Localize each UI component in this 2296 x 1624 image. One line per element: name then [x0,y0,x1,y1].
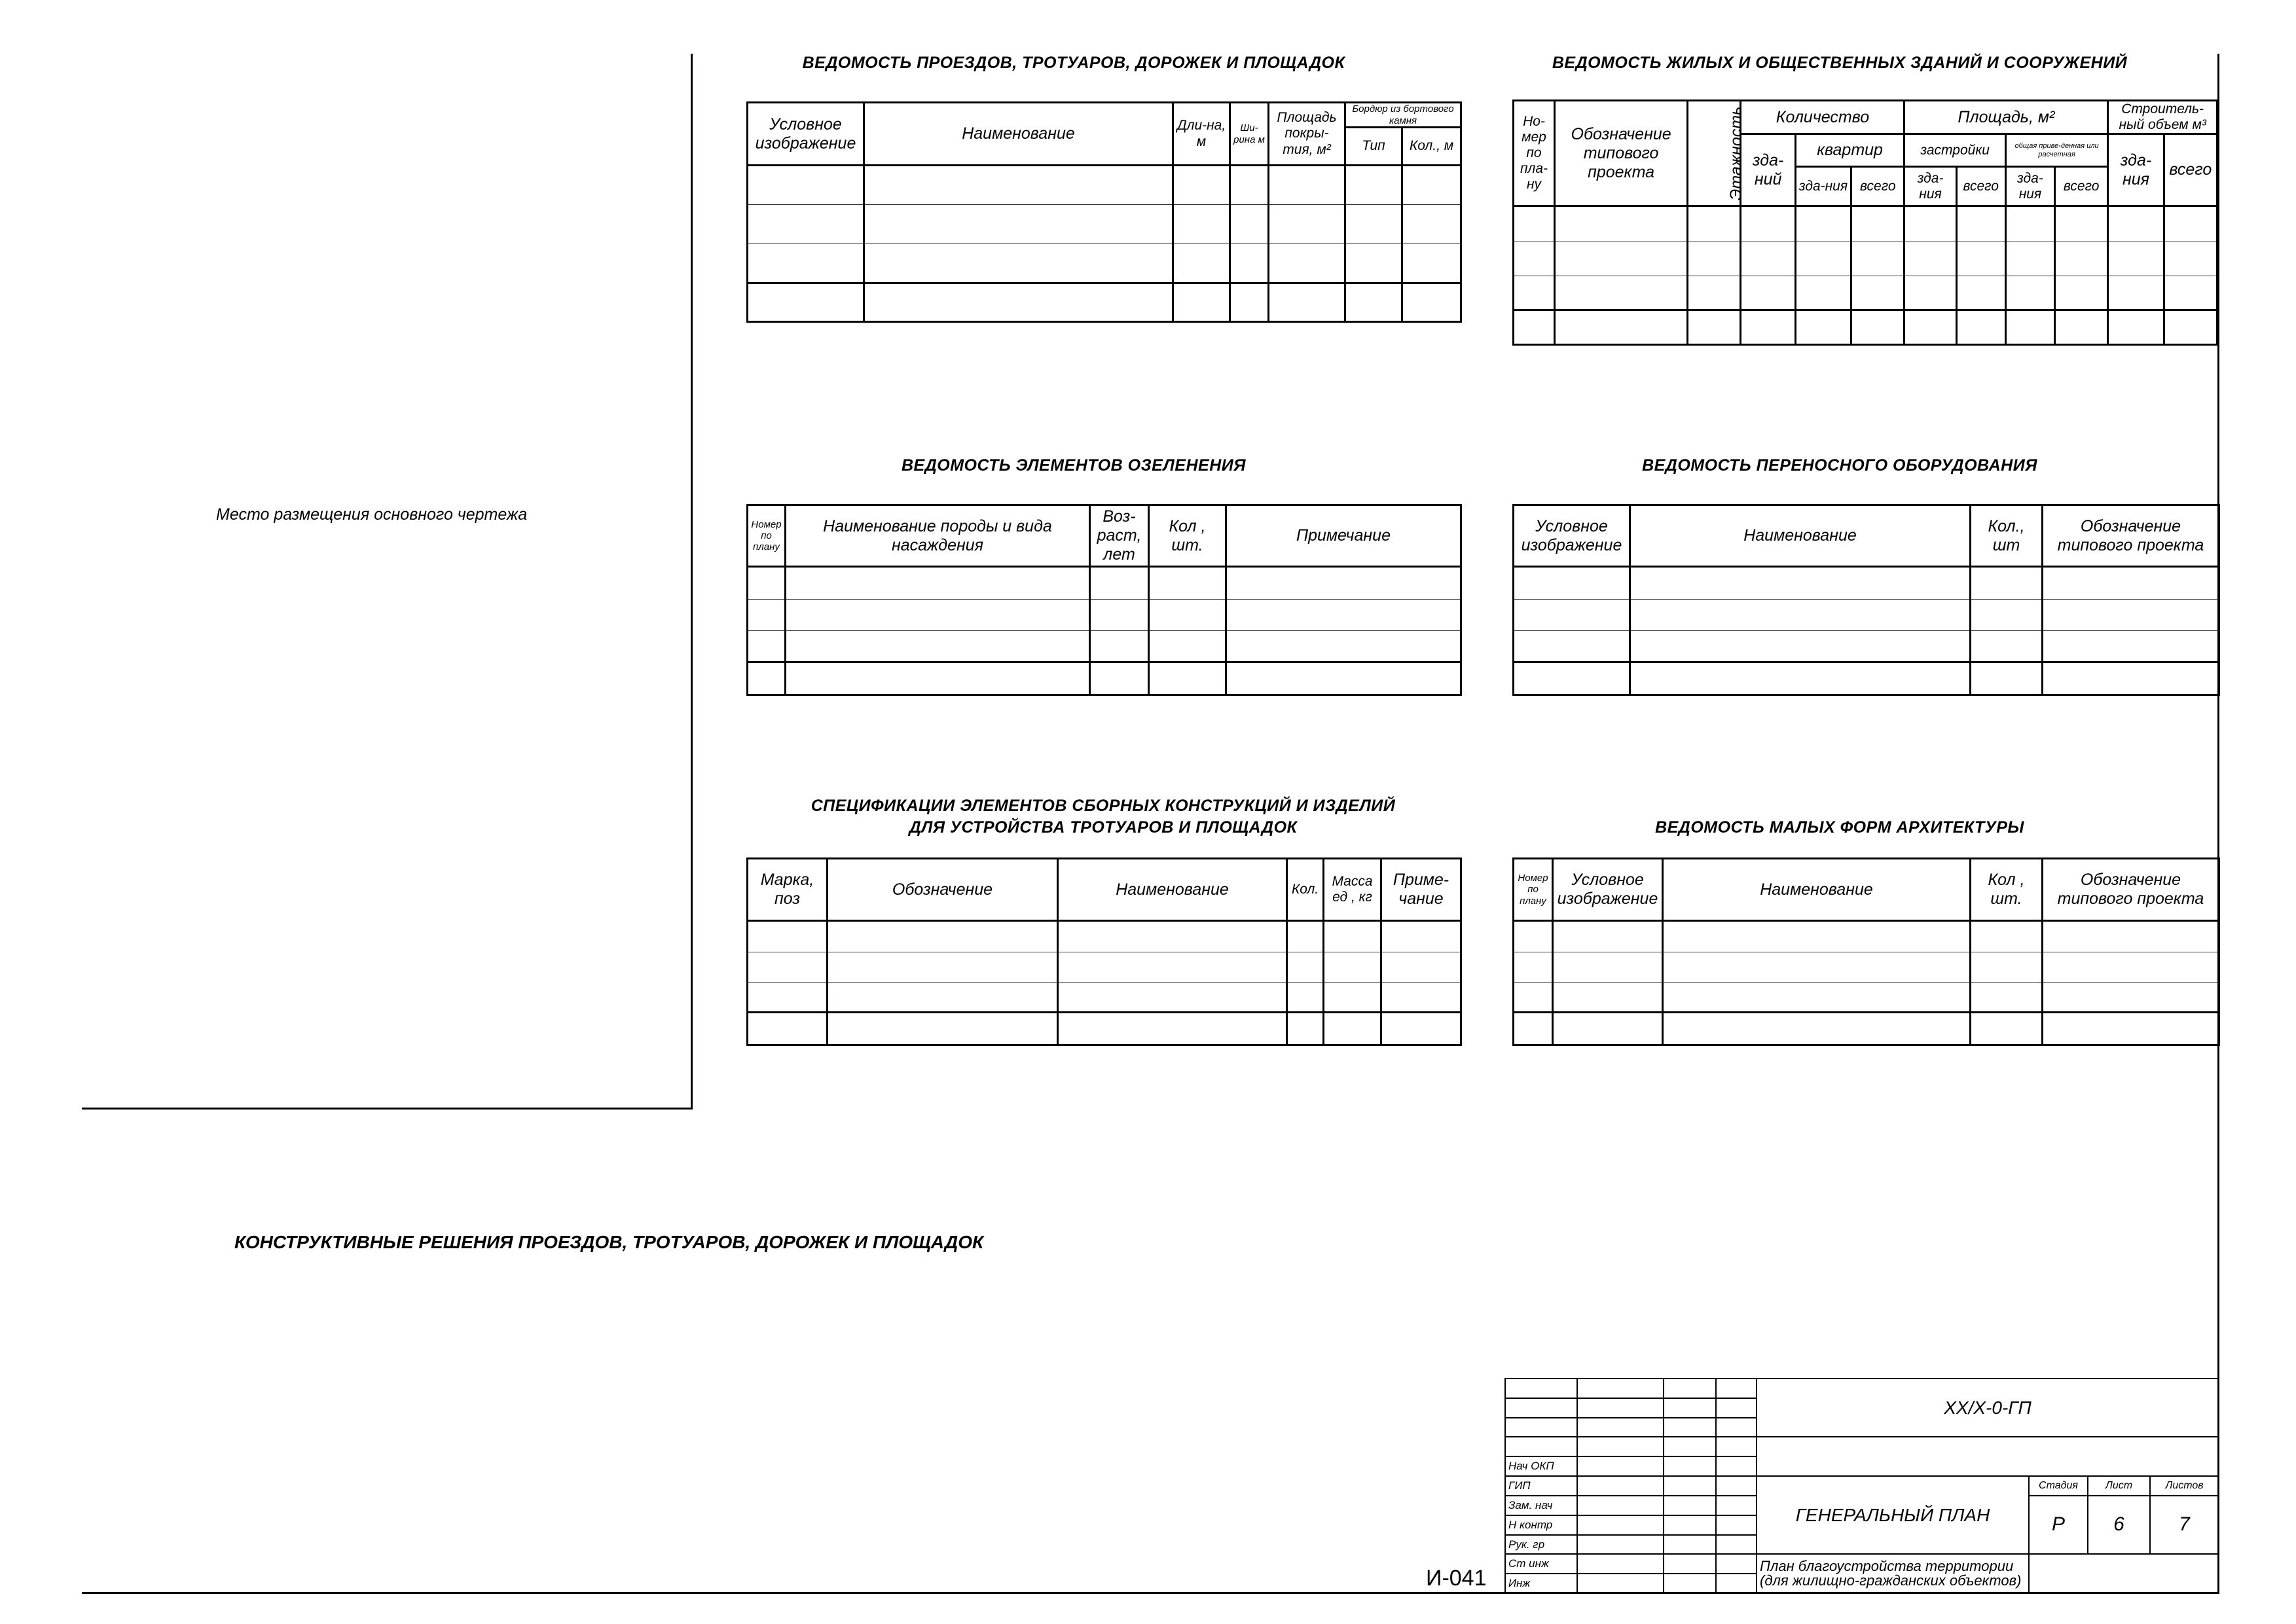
stamp-stage-value: Р [2029,1496,2088,1554]
buildings-col-built-bld: зда-ния [1904,167,1956,206]
greenery-col-number: Номер по плану [748,505,786,567]
spec-table-title-line1: СПЕЦИФИКАЦИИ ЭЛЕМЕНТОВ СБОРНЫХ КОНСТРУКЦИЙ И ИЗДЕЛИЙ [811,797,1396,815]
buildings-col-count-buildings: зда-ний [1741,134,1795,206]
spec-table [746,857,1462,1046]
main-drawing-area-label: Место размещения основного чертежа [216,505,528,524]
stamp-sheet-label: Лист [2088,1476,2150,1496]
greenery-col-qty: Кол , шт. [1149,505,1226,567]
spec-col-designation: Обозначение [828,859,1058,921]
main-area-bottom-border [82,1108,693,1110]
equipment-col-symbol: Условное изображение [1514,505,1630,567]
small-forms-col-number: Номер по плану [1514,859,1553,921]
buildings-col-floors: Этажность [1688,101,1741,206]
stamp-role-head-okp: Нач ОКП [1505,1456,1577,1476]
equipment-col-design: Обозначение типового проекта [2043,505,2219,567]
greenery-table-title: ВЕДОМОСТЬ ЭЛЕМЕНТОВ ОЗЕЛЕНЕНИЯ [902,456,1246,475]
buildings-col-design: Обозначение типового проекта [1554,101,1687,206]
roads-col-length: Дли-на, м [1173,103,1230,166]
buildings-col-built-all: всего [1956,167,2005,206]
small-forms-col-name: Наименование [1663,859,1971,921]
roads-col-width: Ши-рина м [1230,103,1269,166]
spec-col-mark: Марка, поз [748,859,828,921]
buildings-col-volume: Строитель-ный объем м³ [2108,101,2217,134]
buildings-col-flats-all: всего [1851,167,1904,206]
stamp-role-norm-control: Н контр [1505,1515,1577,1535]
spec-col-mass: Масса ед , кг [1324,859,1381,921]
buildings-table-title: ВЕДОМОСТЬ ЖИЛЫХ И ОБЩЕСТВЕННЫХ ЗДАНИЙ И СООРУЖЕНИЙ [1552,54,2128,72]
title-block [1504,1378,2219,1594]
small-forms-col-design: Обозначение типового проекта [2043,859,2219,921]
buildings-table [1512,99,2218,346]
stamp-sheets-label: Листов [2150,1476,2219,1496]
greenery-table [746,504,1462,696]
equipment-col-name: Наименование [1630,505,1971,567]
stamp-role-senior-engineer: Ст инж [1505,1554,1577,1574]
stamp-sheets-value: 7 [2150,1496,2219,1554]
buildings-col-flats: квартир [1795,134,1904,167]
buildings-col-total-bld: зда-ния [2005,167,2054,206]
roads-col-symbol: Условное изображение [748,103,864,166]
buildings-col-total-all: всего [2055,167,2108,206]
roads-table-title: ВЕДОМОСТЬ ПРОЕЗДОВ, ТРОТУАРОВ, ДОРОЖЕК И ПЛОЩАДОК [802,54,1345,72]
stamp-role-deputy: Зам. нач [1505,1496,1577,1515]
roads-col-curb: Бордюр из бортового камня [1345,103,1461,128]
stamp-role-group-lead: Рук. гр [1505,1535,1577,1555]
stamp-drawing-title: ГЕНЕРАЛЬНЫЙ ПЛАН [1757,1476,2029,1554]
buildings-col-count: Количество [1741,101,1904,134]
stamp-sheet-value: 6 [2088,1496,2150,1554]
spec-col-name: Наименование [1058,859,1287,921]
buildings-col-number: Но-мер по пла-ну [1514,101,1555,206]
stamp-document-code: XX/X-0-ГП [1757,1379,2219,1437]
buildings-col-volume-bld: зда-ния [2108,134,2164,206]
greenery-col-note: Примечание [1226,505,1461,567]
greenery-col-age: Воз-раст, лет [1090,505,1149,567]
greenery-col-name: Наименование породы и вида насаждения [786,505,1090,567]
spec-table-title-line2: ДЛЯ УСТРОЙСТВА ТРОТУАРОВ И ПЛОЩАДОК [909,818,1298,837]
constructive-solutions-title: КОНСТРУКТИВНЫЕ РЕШЕНИЯ ПРОЕЗДОВ, ТРОТУАРОВ, ДОРОЖЕК И ПЛОЩАДОК [234,1232,984,1252]
buildings-col-flats-bld: зда-ния [1795,167,1851,206]
roads-col-curb-type: Тип [1345,128,1402,166]
buildings-col-volume-all: всего [2164,134,2217,206]
sheet-mark: И-041 [1426,1566,1487,1591]
spec-col-qty: Кол. [1287,859,1324,921]
roads-col-curb-qty: Кол., м [1402,128,1461,166]
stamp-drawing-subtitle: План благоустройства территории (для жилищно-гражданских объектов) [1757,1554,2029,1593]
small-forms-col-symbol: Условное изображение [1553,859,1663,921]
stamp-role-engineer: Инж [1505,1574,1577,1593]
roads-col-name: Наименование [864,103,1173,166]
buildings-col-area: Площадь, м² [1904,101,2108,134]
stamp-stage-label: Стадия [2029,1476,2088,1496]
small-forms-table [1512,857,2220,1046]
buildings-col-total-area: общая приве-денная или расчетная [2005,134,2107,167]
roads-table [746,101,1462,323]
equipment-col-qty: Кол., шт [1971,505,2043,567]
roads-col-area: Площадь покры-тия, м² [1269,103,1345,166]
spec-col-note: Приме-чание [1381,859,1461,921]
equipment-table-title: ВЕДОМОСТЬ ПЕРЕНОСНОГО ОБОРУДОВАНИЯ [1642,456,2037,475]
buildings-col-built: застройки [1904,134,2005,167]
equipment-table [1512,504,2220,696]
small-forms-col-qty: Кол , шт. [1971,859,2043,921]
small-forms-table-title: ВЕДОМОСТЬ МАЛЫХ ФОРМ АРХИТЕКТУРЫ [1655,818,2024,837]
main-area-right-border [691,54,693,1109]
stamp-role-gip: ГИП [1505,1476,1577,1496]
